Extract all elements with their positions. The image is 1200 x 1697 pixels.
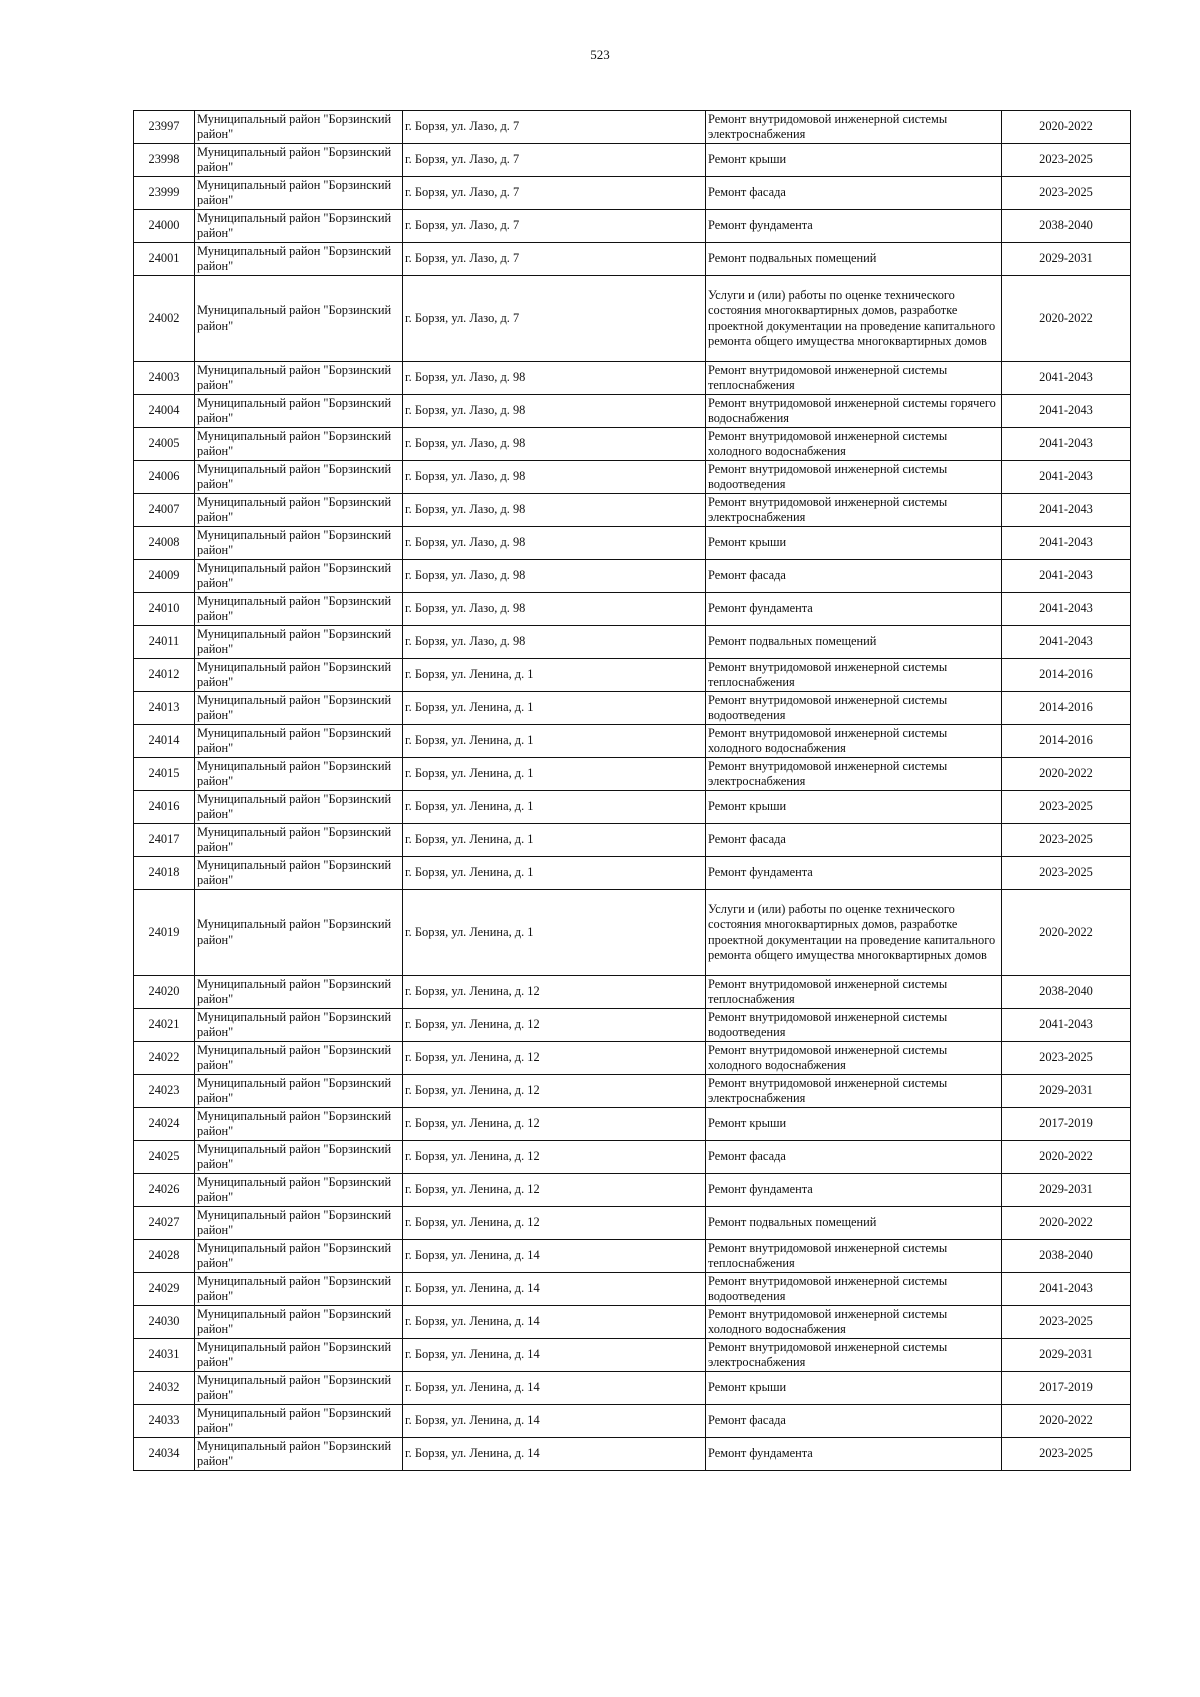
row-number: 23998 [134, 144, 195, 177]
address-cell: г. Борзя, ул. Лазо, д. 7 [403, 243, 706, 276]
row-number: 24010 [134, 593, 195, 626]
table-row [134, 428, 1131, 461]
row-number: 24015 [134, 758, 195, 791]
municipality-cell: Муниципальный район "Борзинский район" [195, 1042, 403, 1075]
period-cell: 2023-2025 [1002, 1438, 1131, 1471]
work-type-cell: Ремонт внутридомовой инженерной системы горячего водоснабжения [706, 395, 1002, 428]
municipality-cell: Муниципальный район "Борзинский район" [195, 659, 403, 692]
address-cell: г. Борзя, ул. Лазо, д. 98 [403, 593, 706, 626]
municipality-cell: Муниципальный район "Борзинский район" [195, 362, 403, 395]
table-row [134, 395, 1131, 428]
table-row [134, 144, 1131, 177]
work-type-cell: Ремонт фундамента [706, 857, 1002, 890]
address-cell: г. Борзя, ул. Ленина, д. 14 [403, 1306, 706, 1339]
row-number: 24030 [134, 1306, 195, 1339]
row-number: 24011 [134, 626, 195, 659]
row-number: 24028 [134, 1240, 195, 1273]
table-row [134, 1339, 1131, 1372]
municipality-cell: Муниципальный район "Борзинский район" [195, 1075, 403, 1108]
row-number: 24007 [134, 494, 195, 527]
table-row [134, 111, 1131, 144]
work-type-cell: Ремонт подвальных помещений [706, 243, 1002, 276]
address-cell: г. Борзя, ул. Ленина, д. 1 [403, 659, 706, 692]
work-type-cell: Ремонт подвальных помещений [706, 626, 1002, 659]
work-type-cell: Ремонт внутридомовой инженерной системы холодного водоснабжения [706, 1306, 1002, 1339]
table-row [134, 976, 1131, 1009]
municipality-cell: Муниципальный район "Борзинский район" [195, 527, 403, 560]
municipality-cell: Муниципальный район "Борзинский район" [195, 1273, 403, 1306]
work-type-cell: Ремонт внутридомовой инженерной системы теплоснабжения [706, 1240, 1002, 1273]
table-row [134, 1240, 1131, 1273]
municipality-cell: Муниципальный район "Борзинский район" [195, 1207, 403, 1240]
municipality-cell: Муниципальный район "Борзинский район" [195, 210, 403, 243]
work-type-cell: Ремонт внутридомовой инженерной системы водоотведения [706, 692, 1002, 725]
work-type-cell: Ремонт фундамента [706, 1438, 1002, 1471]
municipality-cell: Муниципальный район "Борзинский район" [195, 1174, 403, 1207]
row-number: 24023 [134, 1075, 195, 1108]
table-row [134, 177, 1131, 210]
municipality-cell: Муниципальный район "Борзинский район" [195, 758, 403, 791]
row-number: 24029 [134, 1273, 195, 1306]
work-type-cell: Ремонт внутридомовой инженерной системы водоотведения [706, 461, 1002, 494]
row-number: 24000 [134, 210, 195, 243]
row-number: 24012 [134, 659, 195, 692]
table-row [134, 1273, 1131, 1306]
work-type-cell: Услуги и (или) работы по оценке технического состояния многоквартирных домов, разработке проектной документации на проведение капитального ремонта общего имущества многоквартирных домов [706, 890, 1002, 976]
table-row [134, 243, 1131, 276]
row-number: 23999 [134, 177, 195, 210]
address-cell: г. Борзя, ул. Ленина, д. 12 [403, 1108, 706, 1141]
period-cell: 2041-2043 [1002, 626, 1131, 659]
table-row [134, 1042, 1131, 1075]
row-number: 24009 [134, 560, 195, 593]
table-row [134, 276, 1131, 362]
row-number: 24022 [134, 1042, 195, 1075]
period-cell: 2041-2043 [1002, 1009, 1131, 1042]
address-cell: г. Борзя, ул. Ленина, д. 12 [403, 1141, 706, 1174]
address-cell: г. Борзя, ул. Ленина, д. 12 [403, 1207, 706, 1240]
page-number: 523 [590, 47, 610, 62]
row-number: 24019 [134, 890, 195, 976]
row-number: 24016 [134, 791, 195, 824]
row-number: 24026 [134, 1174, 195, 1207]
address-cell: г. Борзя, ул. Ленина, д. 1 [403, 758, 706, 791]
row-number: 24024 [134, 1108, 195, 1141]
table-body [134, 111, 1131, 1471]
table-row [134, 824, 1131, 857]
row-number: 24017 [134, 824, 195, 857]
row-number: 23997 [134, 111, 195, 144]
work-type-cell: Ремонт подвальных помещений [706, 1207, 1002, 1240]
table-row [134, 1009, 1131, 1042]
table-row [134, 494, 1131, 527]
work-type-cell: Ремонт фундамента [706, 210, 1002, 243]
period-cell: 2023-2025 [1002, 1306, 1131, 1339]
work-type-cell: Ремонт фасада [706, 1405, 1002, 1438]
row-number: 24013 [134, 692, 195, 725]
address-cell: г. Борзя, ул. Ленина, д. 12 [403, 1042, 706, 1075]
municipality-cell: Муниципальный район "Борзинский район" [195, 243, 403, 276]
address-cell: г. Борзя, ул. Ленина, д. 1 [403, 725, 706, 758]
work-type-cell: Ремонт крыши [706, 791, 1002, 824]
address-cell: г. Борзя, ул. Ленина, д. 1 [403, 890, 706, 976]
municipality-cell: Муниципальный район "Борзинский район" [195, 111, 403, 144]
period-cell: 2038-2040 [1002, 976, 1131, 1009]
table-row [134, 1075, 1131, 1108]
work-type-cell: Ремонт внутридомовой инженерной системы водоотведения [706, 1273, 1002, 1306]
address-cell: г. Борзя, ул. Ленина, д. 14 [403, 1438, 706, 1471]
municipality-cell: Муниципальный район "Борзинский район" [195, 276, 403, 362]
row-number: 24004 [134, 395, 195, 428]
table-row [134, 626, 1131, 659]
address-cell: г. Борзя, ул. Лазо, д. 98 [403, 560, 706, 593]
repair-schedule-table [133, 110, 1131, 1471]
municipality-cell: Муниципальный район "Борзинский район" [195, 857, 403, 890]
period-cell: 2038-2040 [1002, 210, 1131, 243]
table-row [134, 1108, 1131, 1141]
municipality-cell: Муниципальный район "Борзинский район" [195, 593, 403, 626]
period-cell: 2041-2043 [1002, 560, 1131, 593]
municipality-cell: Муниципальный район "Борзинский район" [195, 144, 403, 177]
work-type-cell: Ремонт внутридомовой инженерной системы холодного водоснабжения [706, 1042, 1002, 1075]
address-cell: г. Борзя, ул. Ленина, д. 12 [403, 1174, 706, 1207]
row-number: 24018 [134, 857, 195, 890]
period-cell: 2020-2022 [1002, 1207, 1131, 1240]
municipality-cell: Муниципальный район "Борзинский район" [195, 692, 403, 725]
period-cell: 2038-2040 [1002, 1240, 1131, 1273]
row-number: 24014 [134, 725, 195, 758]
municipality-cell: Муниципальный район "Борзинский район" [195, 976, 403, 1009]
address-cell: г. Борзя, ул. Лазо, д. 7 [403, 177, 706, 210]
municipality-cell: Муниципальный район "Борзинский район" [195, 1141, 403, 1174]
table-row [134, 659, 1131, 692]
period-cell: 2023-2025 [1002, 824, 1131, 857]
address-cell: г. Борзя, ул. Ленина, д. 14 [403, 1240, 706, 1273]
address-cell: г. Борзя, ул. Лазо, д. 98 [403, 461, 706, 494]
address-cell: г. Борзя, ул. Ленина, д. 1 [403, 791, 706, 824]
table-row [134, 725, 1131, 758]
period-cell: 2020-2022 [1002, 111, 1131, 144]
period-cell: 2041-2043 [1002, 461, 1131, 494]
period-cell: 2017-2019 [1002, 1108, 1131, 1141]
table-row [134, 461, 1131, 494]
work-type-cell: Ремонт фасада [706, 1141, 1002, 1174]
period-cell: 2029-2031 [1002, 1339, 1131, 1372]
table-row [134, 593, 1131, 626]
work-type-cell: Ремонт внутридомовой инженерной системы теплоснабжения [706, 976, 1002, 1009]
address-cell: г. Борзя, ул. Ленина, д. 14 [403, 1339, 706, 1372]
work-type-cell: Ремонт крыши [706, 1372, 1002, 1405]
address-cell: г. Борзя, ул. Ленина, д. 12 [403, 1009, 706, 1042]
period-cell: 2014-2016 [1002, 659, 1131, 692]
municipality-cell: Муниципальный район "Борзинский район" [195, 1306, 403, 1339]
period-cell: 2020-2022 [1002, 758, 1131, 791]
row-number: 24021 [134, 1009, 195, 1042]
table-row [134, 527, 1131, 560]
period-cell: 2029-2031 [1002, 243, 1131, 276]
address-cell: г. Борзя, ул. Лазо, д. 98 [403, 494, 706, 527]
address-cell: г. Борзя, ул. Ленина, д. 1 [403, 857, 706, 890]
period-cell: 2023-2025 [1002, 144, 1131, 177]
table-row [134, 1174, 1131, 1207]
municipality-cell: Муниципальный район "Борзинский район" [195, 494, 403, 527]
period-cell: 2023-2025 [1002, 1042, 1131, 1075]
work-type-cell: Ремонт фасада [706, 824, 1002, 857]
address-cell: г. Борзя, ул. Ленина, д. 12 [403, 976, 706, 1009]
period-cell: 2041-2043 [1002, 494, 1131, 527]
table-row [134, 1207, 1131, 1240]
municipality-cell: Муниципальный район "Борзинский район" [195, 1405, 403, 1438]
address-cell: г. Борзя, ул. Лазо, д. 7 [403, 144, 706, 177]
row-number: 24031 [134, 1339, 195, 1372]
row-number: 24034 [134, 1438, 195, 1471]
address-cell: г. Борзя, ул. Лазо, д. 98 [403, 428, 706, 461]
period-cell: 2041-2043 [1002, 395, 1131, 428]
work-type-cell: Ремонт внутридомовой инженерной системы электроснабжения [706, 111, 1002, 144]
address-cell: г. Борзя, ул. Ленина, д. 1 [403, 824, 706, 857]
row-number: 24032 [134, 1372, 195, 1405]
table-row [134, 791, 1131, 824]
work-type-cell: Ремонт фасада [706, 177, 1002, 210]
municipality-cell: Муниципальный район "Борзинский район" [195, 1240, 403, 1273]
municipality-cell: Муниципальный район "Борзинский район" [195, 890, 403, 976]
work-type-cell: Ремонт внутридомовой инженерной системы электроснабжения [706, 494, 1002, 527]
work-type-cell: Ремонт крыши [706, 1108, 1002, 1141]
period-cell: 2020-2022 [1002, 276, 1131, 362]
period-cell: 2023-2025 [1002, 857, 1131, 890]
municipality-cell: Муниципальный район "Борзинский район" [195, 824, 403, 857]
municipality-cell: Муниципальный район "Борзинский район" [195, 1339, 403, 1372]
municipality-cell: Муниципальный район "Борзинский район" [195, 461, 403, 494]
row-number: 24003 [134, 362, 195, 395]
address-cell: г. Борзя, ул. Лазо, д. 7 [403, 276, 706, 362]
work-type-cell: Ремонт крыши [706, 144, 1002, 177]
address-cell: г. Борзя, ул. Лазо, д. 7 [403, 111, 706, 144]
table-row [134, 857, 1131, 890]
address-cell: г. Борзя, ул. Ленина, д. 1 [403, 692, 706, 725]
table-row [134, 210, 1131, 243]
period-cell: 2014-2016 [1002, 692, 1131, 725]
work-type-cell: Ремонт крыши [706, 527, 1002, 560]
period-cell: 2023-2025 [1002, 791, 1131, 824]
table-row [134, 1372, 1131, 1405]
municipality-cell: Муниципальный район "Борзинский район" [195, 791, 403, 824]
period-cell: 2029-2031 [1002, 1075, 1131, 1108]
address-cell: г. Борзя, ул. Лазо, д. 98 [403, 362, 706, 395]
municipality-cell: Муниципальный район "Борзинский район" [195, 626, 403, 659]
work-type-cell: Ремонт внутридомовой инженерной системы электроснабжения [706, 758, 1002, 791]
period-cell: 2041-2043 [1002, 362, 1131, 395]
period-cell: 2041-2043 [1002, 593, 1131, 626]
work-type-cell: Ремонт внутридомовой инженерной системы электроснабжения [706, 1075, 1002, 1108]
municipality-cell: Муниципальный район "Борзинский район" [195, 1108, 403, 1141]
municipality-cell: Муниципальный район "Борзинский район" [195, 560, 403, 593]
municipality-cell: Муниципальный район "Борзинский район" [195, 395, 403, 428]
period-cell: 2041-2043 [1002, 1273, 1131, 1306]
work-type-cell: Ремонт фасада [706, 560, 1002, 593]
table-row [134, 1405, 1131, 1438]
municipality-cell: Муниципальный район "Борзинский район" [195, 1372, 403, 1405]
row-number: 24006 [134, 461, 195, 494]
address-cell: г. Борзя, ул. Лазо, д. 98 [403, 626, 706, 659]
table-row [134, 890, 1131, 976]
municipality-cell: Муниципальный район "Борзинский район" [195, 1438, 403, 1471]
work-type-cell: Ремонт внутридомовой инженерной системы водоотведения [706, 1009, 1002, 1042]
work-type-cell: Ремонт фундамента [706, 1174, 1002, 1207]
work-type-cell: Ремонт внутридомовой инженерной системы теплоснабжения [706, 362, 1002, 395]
period-cell: 2020-2022 [1002, 890, 1131, 976]
address-cell: г. Борзя, ул. Ленина, д. 14 [403, 1372, 706, 1405]
work-type-cell: Ремонт внутридомовой инженерной системы холодного водоснабжения [706, 725, 1002, 758]
period-cell: 2014-2016 [1002, 725, 1131, 758]
period-cell: 2041-2043 [1002, 428, 1131, 461]
table-row [134, 1438, 1131, 1471]
work-type-cell: Ремонт внутридомовой инженерной системы теплоснабжения [706, 659, 1002, 692]
address-cell: г. Борзя, ул. Лазо, д. 98 [403, 527, 706, 560]
address-cell: г. Борзя, ул. Лазо, д. 98 [403, 395, 706, 428]
work-type-cell: Услуги и (или) работы по оценке технического состояния многоквартирных домов, разработке проектной документации на проведение капитального ремонта общего имущества многоквартирных домов [706, 276, 1002, 362]
period-cell: 2020-2022 [1002, 1141, 1131, 1174]
address-cell: г. Борзя, ул. Ленина, д. 12 [403, 1075, 706, 1108]
work-type-cell: Ремонт внутридомовой инженерной системы холодного водоснабжения [706, 428, 1002, 461]
municipality-cell: Муниципальный район "Борзинский район" [195, 1009, 403, 1042]
row-number: 24027 [134, 1207, 195, 1240]
row-number: 24008 [134, 527, 195, 560]
period-cell: 2041-2043 [1002, 527, 1131, 560]
work-type-cell: Ремонт внутридомовой инженерной системы электроснабжения [706, 1339, 1002, 1372]
table-row [134, 560, 1131, 593]
address-cell: г. Борзя, ул. Лазо, д. 7 [403, 210, 706, 243]
municipality-cell: Муниципальный район "Борзинский район" [195, 428, 403, 461]
table-row [134, 1306, 1131, 1339]
table-row [134, 362, 1131, 395]
row-number: 24002 [134, 276, 195, 362]
table-row [134, 758, 1131, 791]
row-number: 24020 [134, 976, 195, 1009]
row-number: 24033 [134, 1405, 195, 1438]
row-number: 24025 [134, 1141, 195, 1174]
address-cell: г. Борзя, ул. Ленина, д. 14 [403, 1273, 706, 1306]
row-number: 24001 [134, 243, 195, 276]
work-type-cell: Ремонт фундамента [706, 593, 1002, 626]
period-cell: 2023-2025 [1002, 177, 1131, 210]
period-cell: 2017-2019 [1002, 1372, 1131, 1405]
period-cell: 2029-2031 [1002, 1174, 1131, 1207]
table-row [134, 692, 1131, 725]
table-row [134, 1141, 1131, 1174]
period-cell: 2020-2022 [1002, 1405, 1131, 1438]
municipality-cell: Муниципальный район "Борзинский район" [195, 177, 403, 210]
municipality-cell: Муниципальный район "Борзинский район" [195, 725, 403, 758]
address-cell: г. Борзя, ул. Ленина, д. 14 [403, 1405, 706, 1438]
row-number: 24005 [134, 428, 195, 461]
